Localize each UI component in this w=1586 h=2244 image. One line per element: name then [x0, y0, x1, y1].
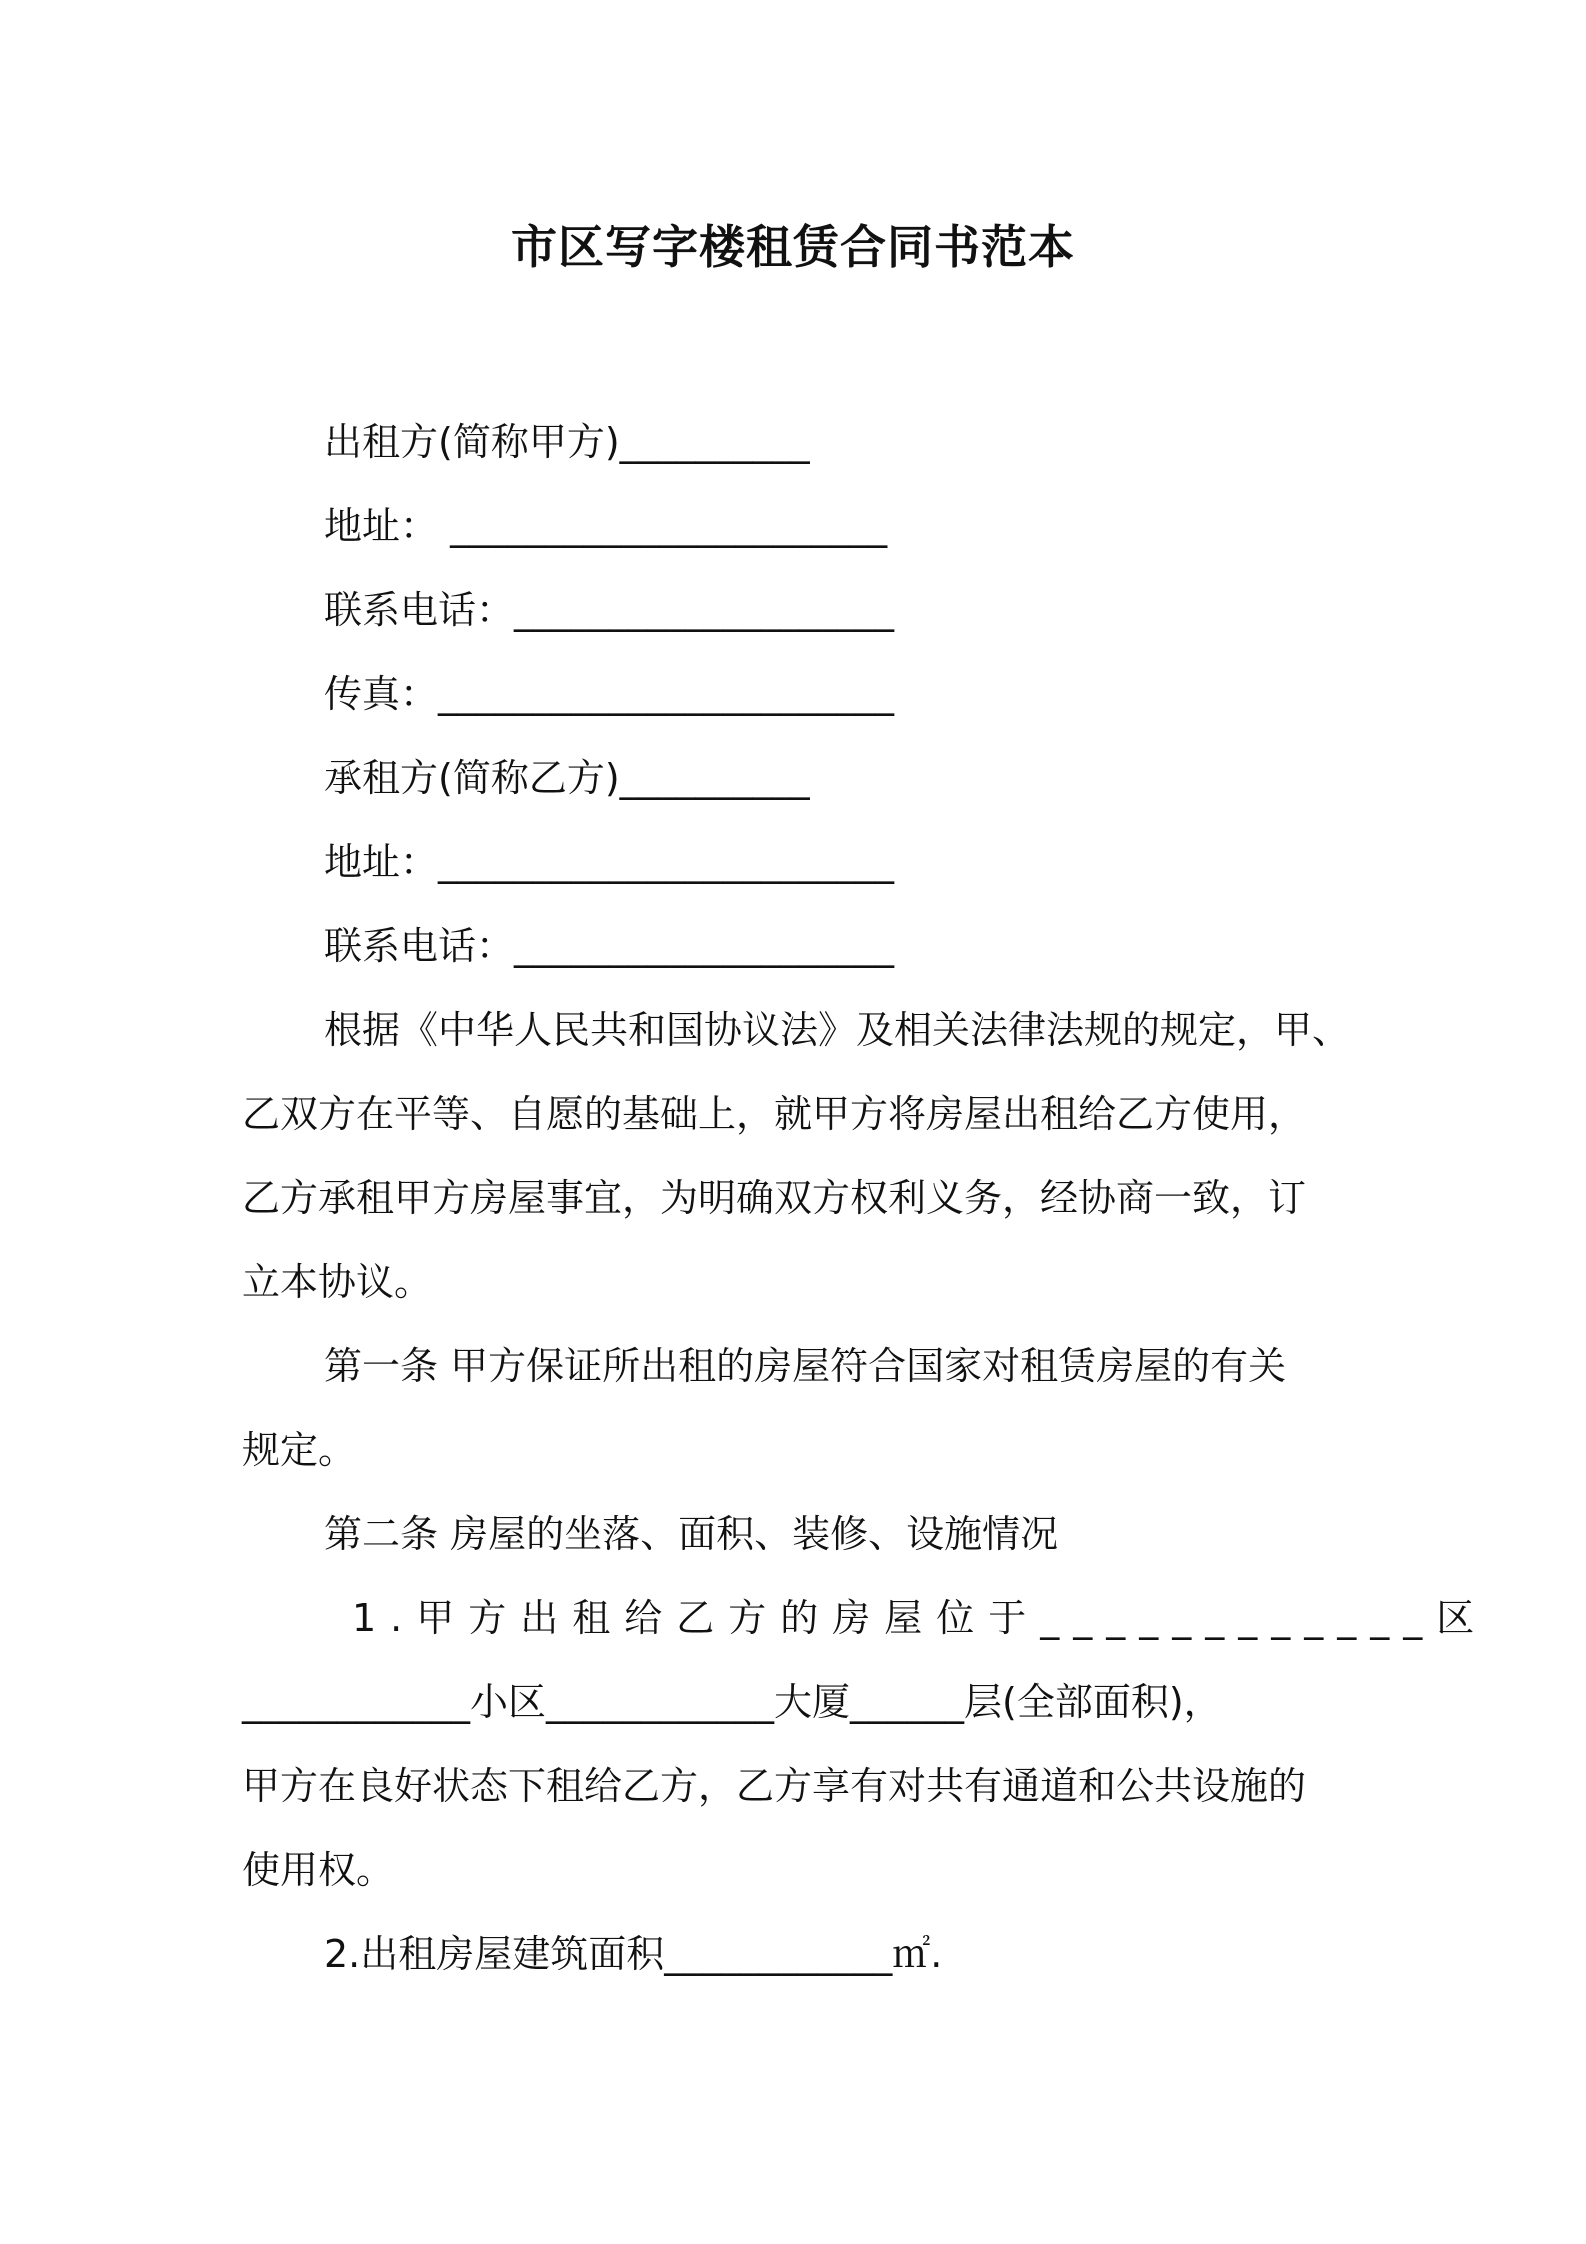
item1-line-4: 使用权。	[242, 1848, 395, 1892]
preamble-line-4: 立本协议。	[242, 1260, 433, 1304]
lessee-address-line: 地址：________________________	[324, 840, 895, 884]
item1-line-1: 1.甲方出租给乙方的房屋位于____________区	[352, 1596, 1489, 1640]
document-title: 市区写字楼租赁合同书范本	[511, 220, 1075, 274]
article1-line-1: 第一条 甲方保证所出租的房屋符合国家对租赁房屋的有关	[324, 1344, 1287, 1388]
document-body	[242, 400, 1489, 1996]
lessee-line: 承租方(简称乙方)__________	[324, 756, 810, 800]
lessee-phone-line: 联系电话：____________________	[324, 924, 895, 968]
preamble-line-2: 乙双方在平等、自愿的基础上，就甲方将房屋出租给乙方使用，	[242, 1092, 1307, 1136]
article1-line-2: 规定。	[242, 1428, 357, 1472]
lessor-phone-line: 联系电话：____________________	[324, 588, 895, 632]
lessor-fax-line: 传真：________________________	[324, 672, 895, 716]
lessor-address-line: 地址： _______________________	[324, 504, 888, 548]
item1-line-2: ____________小区____________大厦______层(全部面积)，	[242, 1680, 1222, 1724]
lessor-line: 出租方(简称甲方)__________	[324, 420, 810, 464]
item1-line-3: 甲方在良好状态下租给乙方，乙方享有对共有通道和公共设施的	[242, 1764, 1307, 1808]
item2-line: 2.出租房屋建筑面积____________㎡.	[324, 1932, 943, 1976]
preamble-line-1: 根据《中华人民共和国协议法》及相关法律法规的规定，甲、	[324, 1008, 1351, 1052]
article2-heading: 第二条 房屋的坐落、面积、装修、设施情况	[324, 1512, 1059, 1556]
preamble-line-3: 乙方承租甲方房屋事宜，为明确双方权利义务，经协商一致，订	[242, 1176, 1307, 1220]
